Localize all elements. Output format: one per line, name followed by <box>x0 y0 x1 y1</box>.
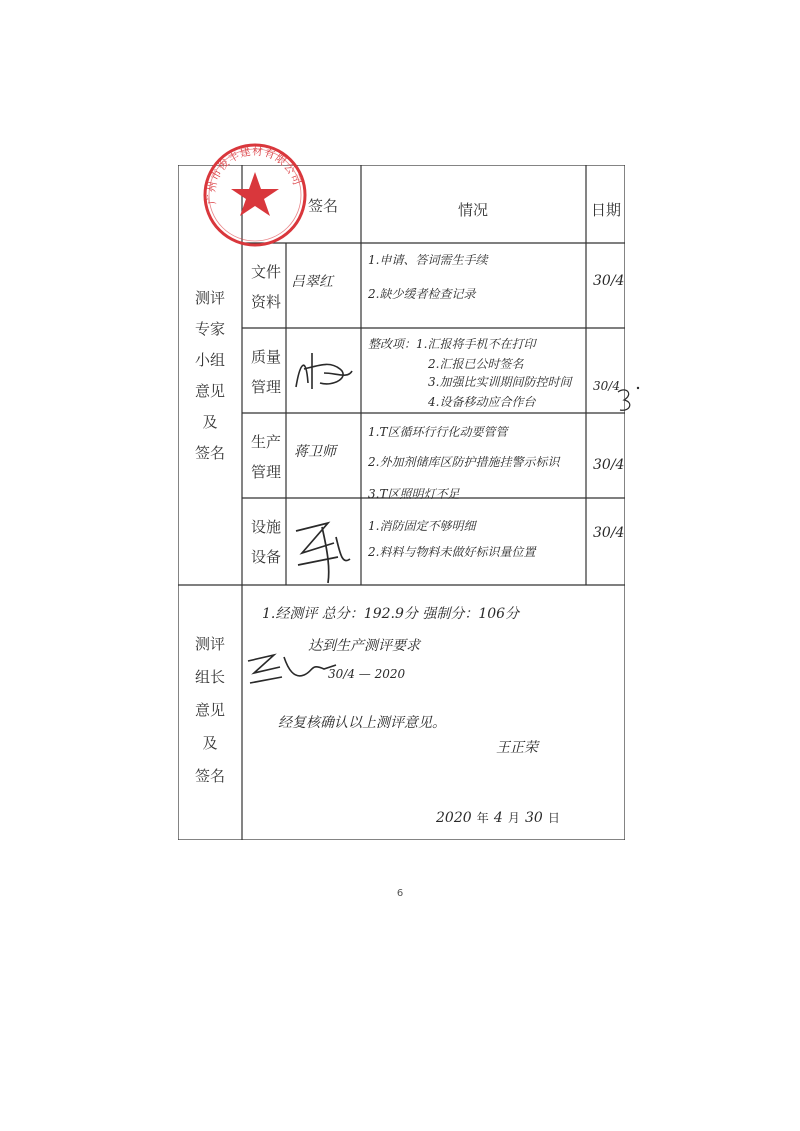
note-facilities-1: 1.消防固定不够明细 <box>368 519 476 533</box>
note-quality-2: 2.汇报已公时签名 <box>428 357 524 371</box>
leader-label-line-1: 测评 <box>194 635 225 653</box>
expert-label-line-5: 及 <box>202 413 218 431</box>
note-quality-3: 3.加强比实训期间防控时间 <box>428 375 572 389</box>
note-quality-4: 4.设备移动应合作台 <box>428 395 536 409</box>
category-production-line-1: 生产 <box>250 433 281 451</box>
category-documents-line-1: 文件 <box>250 263 281 281</box>
footer-month-label: 月 <box>507 811 520 825</box>
category-production <box>248 427 284 487</box>
header-sign: 签名 <box>308 197 339 215</box>
margin-mark <box>612 380 642 420</box>
evaluation-table <box>178 165 625 840</box>
category-facilities-line-2: 设备 <box>250 548 281 566</box>
svg-text:广州市俊丰建材有限公司: 广州市俊丰建材有限公司 <box>205 145 304 205</box>
signature-quality <box>290 343 358 398</box>
note-production-2: 2.外加剂储库区防护措施挂警示标识 <box>368 455 560 469</box>
note-facilities-2: 2.料料与物料未做好标识量位置 <box>368 545 536 559</box>
note-documents-2: 2.缺少缓者检查记录 <box>368 287 476 301</box>
footer-day-label: 日 <box>547 811 560 825</box>
expert-group-label <box>188 283 232 469</box>
leader-note-5: 王正荣 <box>496 740 538 756</box>
expert-label-line-2: 专家 <box>194 320 225 338</box>
leader-note-3: 30/4 — 2020 <box>328 667 406 681</box>
footer-day-value: 30 <box>524 810 543 826</box>
date-documents: 30/4 <box>593 273 625 289</box>
leader-label-line-3: 意见 <box>194 701 225 719</box>
note-documents-1: 1.申请、答词需生手续 <box>368 253 488 267</box>
header-situation: 情况 <box>458 201 489 219</box>
category-facilities <box>248 512 284 572</box>
leader-label-line-5: 签名 <box>194 767 225 785</box>
leader-label-line-4: 及 <box>202 734 218 752</box>
header-date: 日期 <box>591 201 622 219</box>
seal-star-icon <box>231 172 279 216</box>
page-number: 6 <box>396 888 404 899</box>
category-production-line-2: 管理 <box>250 463 281 481</box>
note-production-1: 1.T区循环行行化动要管管 <box>368 425 508 439</box>
company-seal <box>200 140 310 250</box>
expert-label-line-4: 意见 <box>194 382 225 400</box>
footer-year-label: 年 <box>476 811 489 825</box>
expert-label-line-3: 小组 <box>194 351 225 369</box>
signature-production: 蒋卫师 <box>294 444 336 460</box>
note-quality-1: 整改项：1.汇报将手机不在打印 <box>368 337 536 351</box>
leader-label <box>188 628 232 793</box>
category-documents-line-2: 资料 <box>250 293 281 311</box>
expert-label-line-6: 签名 <box>194 444 225 462</box>
category-quality-line-1: 质量 <box>250 348 281 366</box>
signature-facilities <box>288 513 358 585</box>
note-production-3: 3.T区照明灯不足 <box>368 487 460 501</box>
category-documents <box>248 257 284 317</box>
signature-documents: 吕翠红 <box>291 274 333 290</box>
leader-note-4: 经复核确认以上测评意见。 <box>278 715 446 731</box>
footer-date <box>436 807 560 826</box>
leader-note-1: 1.经测评 总分：192.9分 强制分：106分 <box>262 606 520 622</box>
category-facilities-line-1: 设施 <box>250 518 281 536</box>
date-quality: 30/4 <box>593 379 620 393</box>
category-quality <box>248 342 284 402</box>
expert-label-line-1: 测评 <box>194 289 225 307</box>
category-quality-line-2: 管理 <box>250 378 281 396</box>
leader-label-line-2: 组长 <box>194 668 225 686</box>
footer-year-value: 2020 <box>436 810 472 826</box>
footer-month-value: 4 <box>493 810 503 826</box>
date-production: 30/4 <box>593 457 625 473</box>
leader-note-2: 达到生产测评要求 <box>308 638 420 654</box>
date-facilities: 30/4 <box>593 525 625 541</box>
